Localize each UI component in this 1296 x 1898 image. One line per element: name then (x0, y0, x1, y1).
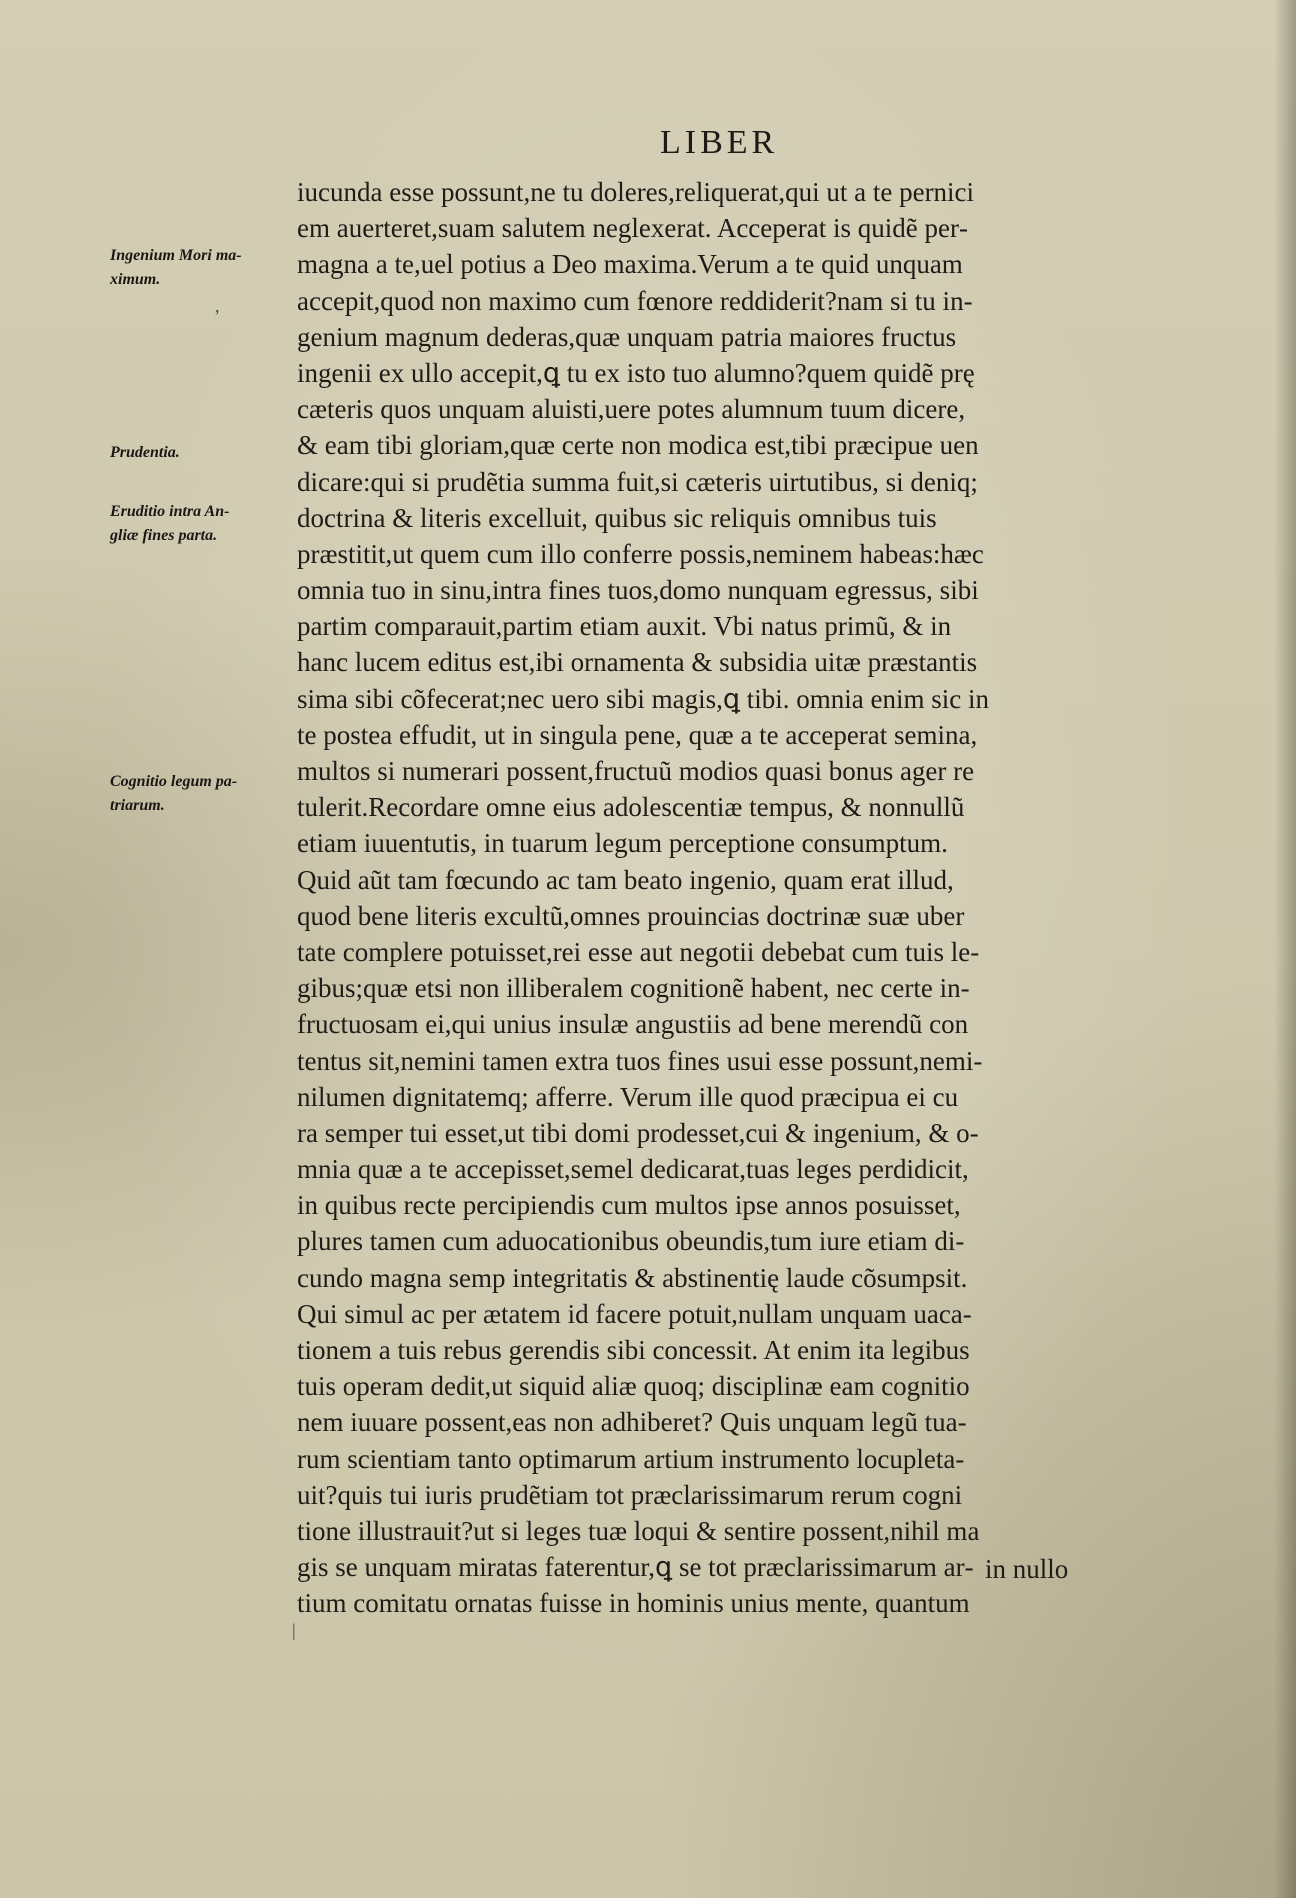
marginal-line: Prudentia. (110, 444, 180, 461)
text-line: nilumen dignitatemq; afferre. Verum ille quod præcipua ei cu (297, 1081, 959, 1112)
text-line: ingenii ex ullo accepit,ꝗ tu ex isto tuo alumno?quem quidẽ prę (297, 357, 975, 388)
text-line: gibus;quæ etsi non illiberalem cognitionẽ habent, nec certe in‑ (297, 973, 970, 1004)
marginal-note-prudentia (110, 441, 290, 465)
stray-ink-mark: , (215, 296, 220, 316)
text-line: iucunda esse possunt,ne tu doleres,reliquerat,qui ut a te pernici (297, 177, 975, 207)
text-line: omnia tuo in sinu,intra fines tuos,domo nunquam egressus, sibi (297, 575, 979, 606)
marginal-line: Eruditio intra An‑ (110, 503, 230, 520)
text-line: tentus sit,nemini tamen extra tuos fines usui esse possunt,nemi‑ (297, 1045, 983, 1076)
marginal-note-cognitio (110, 770, 290, 818)
text-line: cæteris quos unquam aluisti,uere potes alumnum tuum dicere, (297, 394, 966, 425)
text-line: em auerteret,suam salutem neglexerat. Acceperat is quidẽ per‑ (297, 213, 968, 244)
text-line: plures tamen cum aduocationibus obeundis,tum iure etiam di‑ (297, 1226, 965, 1257)
marginal-note-ingenium (110, 244, 290, 292)
text-line: & eam tibi gloriam,quæ certe non modica est,tibi præcipue uen (297, 430, 979, 461)
text-line: cundo magna semp integritatis & abstinentię laude cõsumpsit. (297, 1262, 968, 1293)
text-line: tionem a tuis rebus gerendis sibi concessit. At enim ita legibus (297, 1335, 970, 1365)
text-line: tium comitatu ornatas fuisse in hominis unius mente, quantum (297, 1588, 970, 1619)
text-line: tione illustrauit?ut si leges tuæ loqui & sentire possent,nihil ma (297, 1515, 980, 1546)
text-line: uit?quis tui iuris prudẽtiam tot præclarissimarum rerum cogni (297, 1479, 963, 1510)
marginal-line: ximum. (110, 271, 161, 288)
text-line: accepit,quod non maximo cum fœnore reddiderit?nam si tu in‑ (297, 285, 973, 316)
text-line: rum scientiam tanto optimarum artium instrumento locupleta‑ (297, 1443, 965, 1474)
marginal-note-eruditio (110, 500, 290, 548)
stray-ink-mark: | (292, 1620, 296, 1640)
running-head: LIBER (660, 124, 779, 161)
text-line: tuis operam dedit,ut siquid aliæ quoq; disciplinæ eam cognitio (297, 1371, 970, 1402)
marginal-line: Cognitio legum pa‑ (110, 773, 238, 790)
text-line: Qui simul ac per ætatem id facere potuit,nullam unquam uaca‑ (297, 1298, 972, 1329)
text-line: ra semper tui esset,ut tibi domi prodesset,cui & ingenium, & o‑ (297, 1117, 979, 1148)
text-line: multos si numerari possent,fructuũ modios quasi bonus ager re (297, 756, 975, 786)
text-line: etiam iuuentutis, in tuarum legum perceptione consumptum. (297, 828, 948, 859)
text-line: partim comparauit,partim etiam auxit. Vbi natus primũ, & in (297, 611, 952, 642)
marginal-line: triarum. (110, 797, 165, 814)
text-line: quod bene literis excultũ,omnes prouincias doctrinæ suæ uber (297, 900, 965, 931)
text-line: mnia quæ a te accepisset,semel dedicarat,tuas leges perdidicit, (297, 1154, 969, 1185)
page-gutter-shadow (1274, 0, 1296, 1898)
text-line: gis se unquam miratas faterentur,ꝗ se tot præclarissimarum ar‑ (297, 1552, 974, 1583)
marginal-line: Ingenium Mori ma‑ (110, 247, 242, 264)
text-line: doctrina & literis excelluit, quibus sic reliquis omnibus tuis (297, 502, 937, 533)
marginal-line: gliæ fines parta. (110, 527, 218, 544)
text-line: hanc lucem editus est,ibi ornamenta & subsidia uitæ præstantis (297, 647, 978, 678)
text-line: dicare:qui si prudẽtia summa fuit,si cæteris uirtutibus, si deniq; (297, 466, 978, 497)
text-line: sima sibi cõfecerat;nec uero sibi magis,ꝗ tibi. omnia enim sic in (297, 683, 989, 714)
catchword: in nullo (985, 1554, 1069, 1584)
text-line: præstitit,ut quem cum illo conferre possis,neminem habeas:hæc (297, 538, 984, 569)
text-line: nem iuuare possent,eas non adhiberet? Quis unquam legũ tua‑ (297, 1407, 967, 1438)
text-line: Quid aũt tam fœcundo ac tam beato ingenio, quam erat illud, (297, 864, 954, 895)
text-line: fructuosam ei,qui unius insulæ angustiis ad bene merendũ con (297, 1009, 969, 1040)
main-text-block (297, 174, 1157, 1622)
text-line: tulerit.Recordare omne eius adolescentiæ tempus, & nonnullũ (297, 792, 965, 823)
text-line: in quibus recte percipiendis cum multos ipse annos posuisset, (297, 1190, 961, 1221)
text-line: tate complere potuisset,rei esse aut negotii debebat cum tuis le‑ (297, 936, 980, 967)
text-line: genium magnum dederas,quæ unquam patria maiores fructus (297, 321, 957, 352)
text-line: te postea effudit, ut in singula pene, quæ a te acceperat semina, (297, 719, 978, 750)
text-line: magna a te,uel potius a Deo maxima.Verum a te quid unquam (297, 249, 963, 280)
